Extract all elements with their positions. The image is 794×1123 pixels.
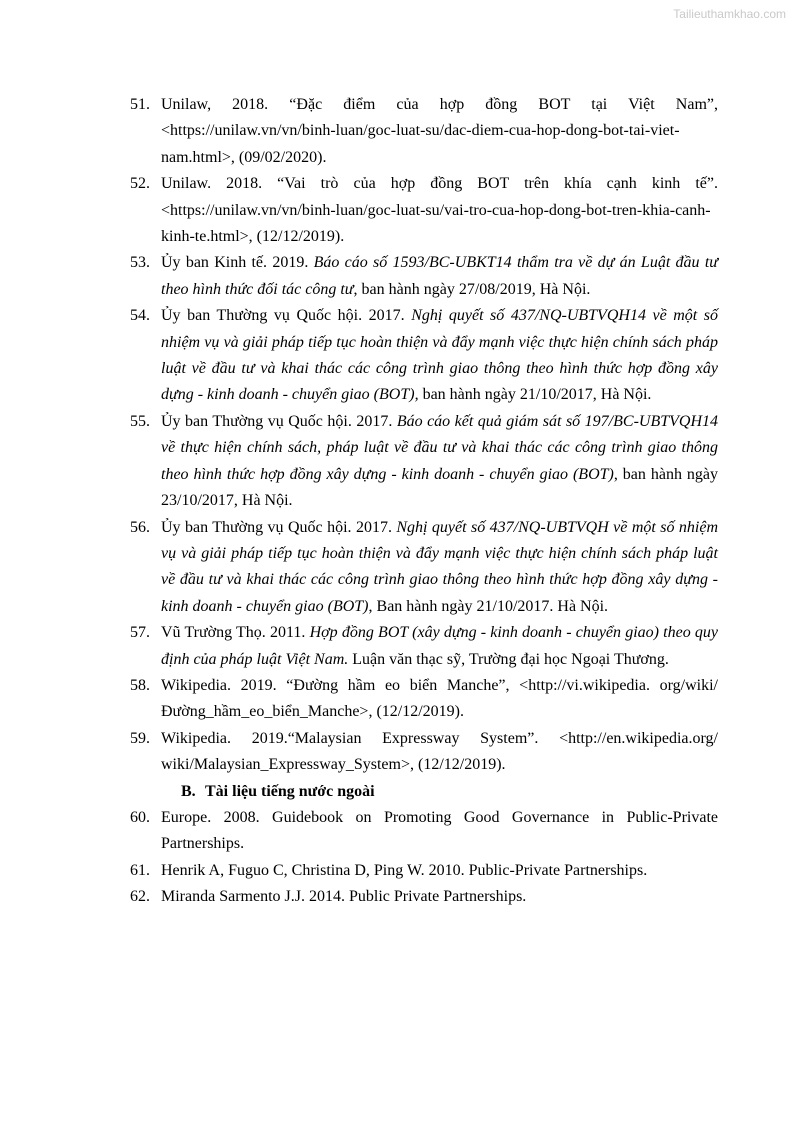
reference-item [130, 92, 718, 171]
reference-number: 58. [130, 676, 150, 694]
reference-text [161, 805, 718, 858]
reference-list-vietnamese [130, 92, 718, 779]
reference-text [161, 858, 718, 884]
reference-text [161, 92, 718, 171]
watermark: Tailieuthamkhao.com [673, 7, 786, 21]
reference-text-regular: Ủy ban Thường vụ Quốc hội. 2017. [161, 412, 397, 430]
reference-item [130, 620, 718, 673]
reference-item [130, 409, 718, 515]
reference-text-regular: Vũ Trường Thọ. 2011. [161, 624, 310, 642]
reference-text-regular: Europe. 2008. Guidebook on Promoting Good Governance in Public-Private Partnerships. [161, 808, 718, 853]
reference-text-regular: , ban hành ngày 23/10/2017, Hà Nội. [161, 465, 718, 510]
reference-item [130, 858, 718, 884]
reference-text [161, 303, 718, 409]
reference-item [130, 250, 718, 303]
reference-text [161, 620, 718, 673]
section-letter: B. [181, 782, 196, 800]
reference-number: 54. [130, 307, 150, 325]
reference-number: 55. [130, 412, 150, 430]
reference-item [130, 805, 718, 858]
reference-text-regular: Wikipedia. 2019.“Malaysian Expressway System”. <http://en.wikipedia.org/ wiki/Malaysian_Expressway_System>, (12/12/2019). [161, 729, 718, 774]
reference-number: 52. [130, 175, 150, 193]
reference-text-regular: , Ban hành ngày 21/10/2017. Hà Nội. [368, 597, 609, 615]
reference-item [130, 303, 718, 409]
reference-number: 57. [130, 624, 150, 642]
reference-text [161, 250, 718, 303]
reference-item [130, 726, 718, 779]
reference-number: 62. [130, 888, 150, 906]
reference-title-italic: Báo cáo số 1593/BC-UBKT14 thẩm tra về dự án Luật đầu tư theo hình thức đối tác công tư [161, 254, 719, 298]
reference-number: 53. [130, 254, 150, 272]
reference-text [161, 515, 718, 621]
reference-title-italic: Hợp đồng BOT (xây dựng - kinh doanh - chuyển giao) theo quy định của pháp luật Việt Nam. [161, 624, 719, 668]
reference-text-regular: , ban hành ngày 27/08/2019, Hà Nội. [353, 280, 591, 298]
reference-title-italic: Nghị quyết số 437/NQ-UBTVQH14 về một số nhiệm vụ và giải pháp tiếp tục hoàn thiện và đẩy mạnh việc thực hiện chính sách pháp luật về đầu tư và khai thác các công trình giao thông theo hình thức hợp đồng xây dựng - kinh doanh - chuyển giao (BOT), [161, 307, 719, 404]
reference-text [161, 884, 718, 910]
reference-title-italic: Nghị quyết số 437/NQ-UBTVQH về một số nhiệm vụ và giải pháp tiếp tục hoàn thiện và đẩy mạnh việc thực hiện chính sách pháp luật về đầu tư và khai thác các công trình giao thông theo hình thức hợp đồng xây dựng - kinh doanh - chuyển giao (BOT) [161, 518, 719, 615]
reference-text-regular: Ủy ban Kinh tế. 2019. [161, 254, 314, 272]
reference-text-regular: Luận văn thạc sỹ, Trường đại học Ngoại Thương. [348, 650, 669, 668]
reference-title-italic: Báo cáo kết quả giám sát số 197/BC-UBTVQH14 về thực hiện chính sách, pháp luật về đầu tư và khai thác các công trình giao thông theo hình thức hợp đồng xây dựng - kinh doanh - chuyển giao (BOT) [161, 412, 719, 483]
reference-number: 51. [130, 96, 150, 113]
reference-number: 56. [130, 518, 150, 536]
reference-text-regular: Henrik A, Fuguo C, Christina D, Ping W. 2010. Public-Private Partnerships. [161, 861, 648, 879]
reference-text [161, 673, 718, 726]
reference-list [130, 92, 718, 911]
reference-text-regular: ban hành ngày 21/10/2017, Hà Nội. [418, 386, 652, 404]
reference-text [161, 726, 718, 779]
reference-number: 60. [130, 808, 150, 826]
reference-text-regular: Ủy ban Thường vụ Quốc hội. 2017. [161, 518, 397, 536]
reference-text-regular: Miranda Sarmento J.J. 2014. Public Private Partnerships. [161, 888, 527, 906]
reference-item [130, 171, 718, 250]
reference-text-regular: Ủy ban Thường vụ Quốc hội. 2017. [161, 307, 412, 325]
reference-item [130, 884, 718, 910]
reference-text [161, 171, 718, 250]
reference-number: 59. [130, 729, 150, 747]
reference-number: 61. [130, 861, 150, 879]
section-heading-foreign [130, 779, 718, 805]
reference-text [161, 409, 718, 515]
reference-item [130, 673, 718, 726]
reference-item [130, 515, 718, 621]
reference-text-regular: Unilaw, 2018. “Đặc điểm của hợp đồng BOT tại Việt Nam”, <https://unilaw.vn/vn/binh-luan/goc-luat-su/dac-diem-cua-hop-dong-bot-tai-viet-nam.html>, (09/02/2020). [161, 96, 718, 166]
reference-text-regular: Unilaw. 2018. “Vai trò của hợp đồng BOT trên khía cạnh kinh tế”. <https://unilaw.vn/vn/binh-luan/goc-luat-su/vai-tro-cua-hop-dong-bot-tren-khia-canh-kinh-te.html>, (12/12/2019). [161, 175, 718, 246]
section-title: Tài liệu tiếng nước ngoài [205, 782, 375, 800]
reference-list-foreign [130, 805, 718, 911]
reference-text-regular: Wikipedia. 2019. “Đường hầm eo biển Manche”, <http://vi.wikipedia. org/wiki/Đường_hầm_eo_biển_Manche>, (12/12/2019). [161, 676, 718, 721]
